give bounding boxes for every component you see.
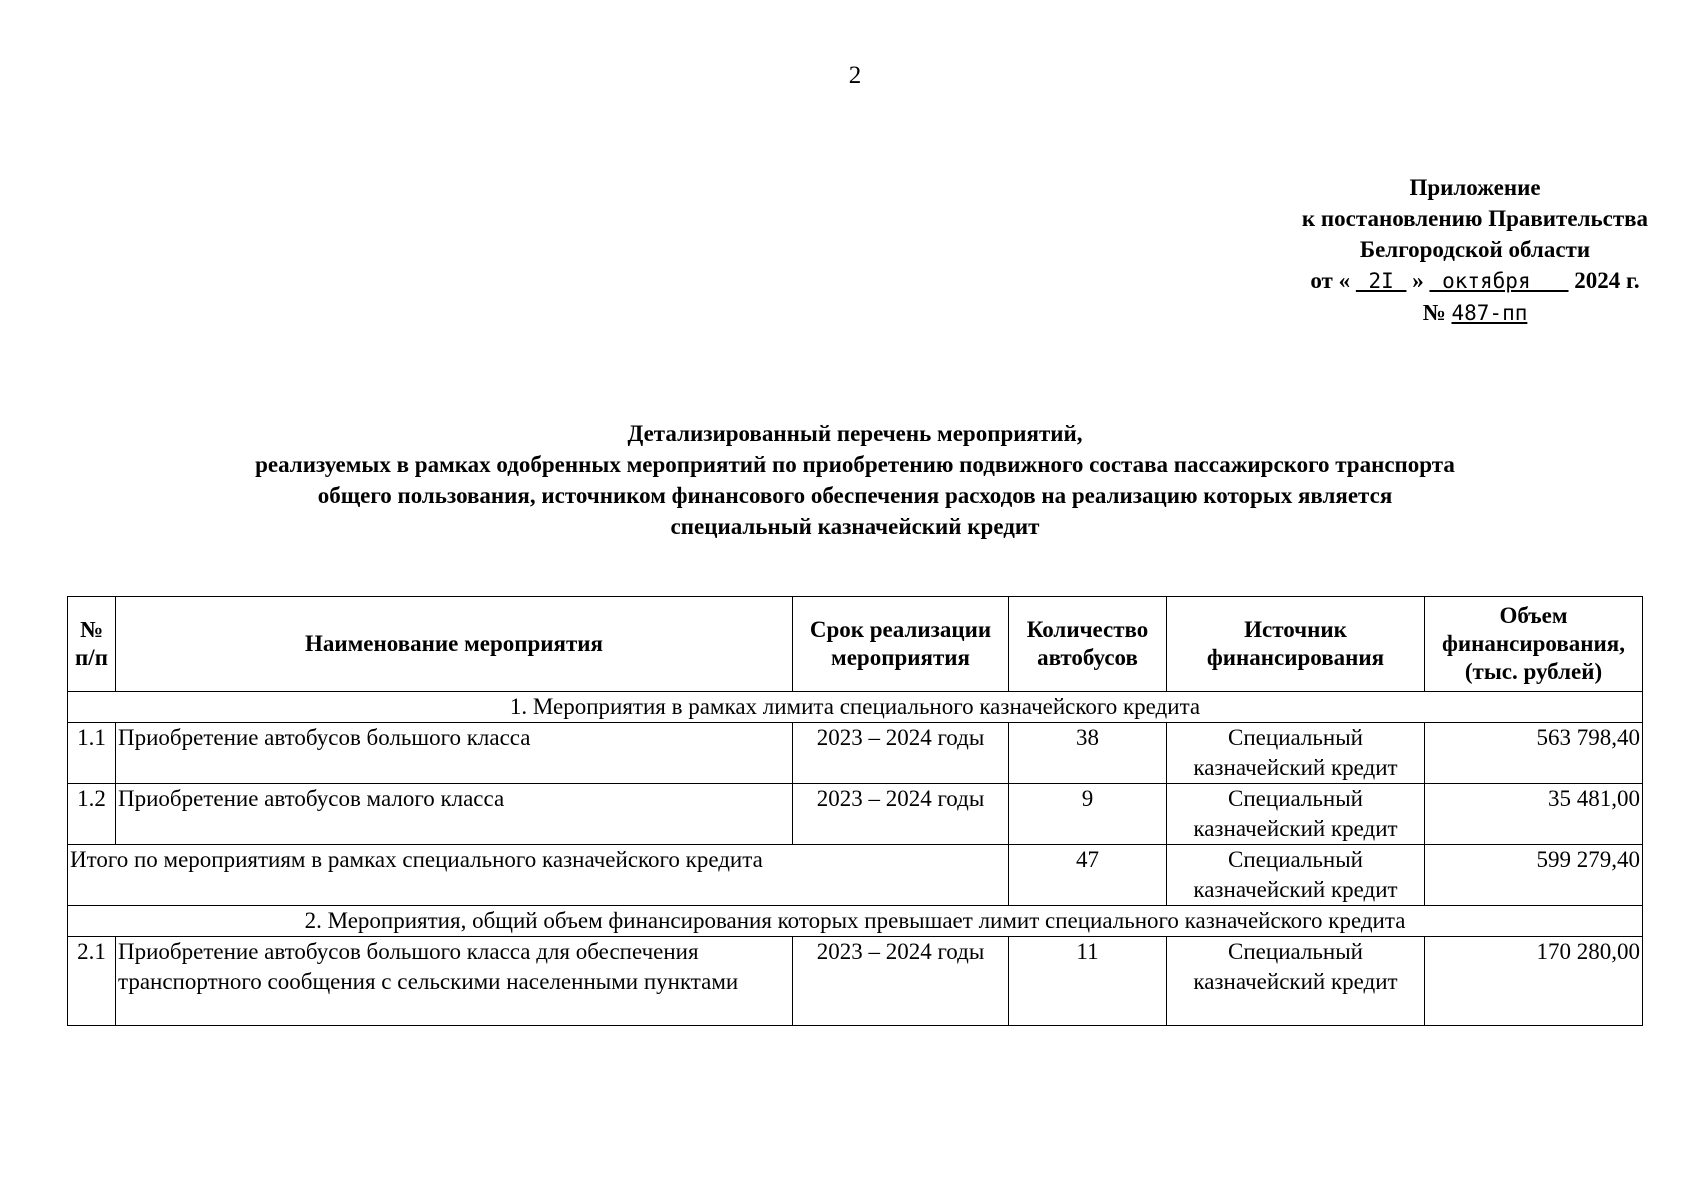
section-2-title: 2. Мероприятия, общий объем финансирования которых превышает лимит специального казначейского кредита <box>68 906 1643 937</box>
cell-source: Специальный казначейский кредит <box>1167 723 1425 784</box>
appendix-date <box>1230 265 1695 297</box>
title-line-1: Детализированный перечень мероприятий, <box>627 421 1083 446</box>
number-value: 487-пп <box>1451 301 1528 325</box>
cell-name: Приобретение автобусов большого класса для обеспечения транспортного сообщения с сельскими населенными пунктами <box>116 937 793 1026</box>
total-row <box>68 845 1643 906</box>
cell-num: 2.1 <box>68 937 116 1026</box>
date-year: 2024 г. <box>1574 268 1640 293</box>
document-title <box>0 418 1695 542</box>
header-num: № п/п <box>68 597 116 692</box>
total-source: Специальный казначейский кредит <box>1167 845 1425 906</box>
section-row <box>68 692 1643 723</box>
title-line-4: специальный казначейский кредит <box>670 514 1040 539</box>
cell-name: Приобретение автобусов большого класса <box>116 723 793 784</box>
title-line-2: реализуемых в рамках одобренных мероприятий по приобретению подвижного состава пассажирского транспорта <box>255 452 1455 477</box>
cell-source: Специальный казначейский кредит <box>1167 937 1425 1026</box>
header-source: Источник финансирования <box>1167 597 1425 692</box>
cell-term: 2023 – 2024 годы <box>793 784 1009 845</box>
table-header-row <box>68 597 1643 692</box>
table-row <box>68 784 1643 845</box>
appendix-block <box>1230 172 1695 329</box>
cell-term: 2023 – 2024 годы <box>793 723 1009 784</box>
cell-count: 38 <box>1009 723 1167 784</box>
cell-volume: 170 280,00 <box>1425 937 1643 1026</box>
date-prefix: от « <box>1310 268 1351 293</box>
cell-name: Приобретение автобусов малого класса <box>116 784 793 845</box>
date-month: октября <box>1429 269 1569 293</box>
title-line-3: общего пользования, источником финансового обеспечения расходов на реализацию которых является <box>317 483 1393 508</box>
appendix-line-3: Белгородской области <box>1359 237 1591 262</box>
total-volume: 599 279,40 <box>1425 845 1643 906</box>
cell-count: 9 <box>1009 784 1167 845</box>
page-number: 2 <box>848 62 862 89</box>
cell-volume: 35 481,00 <box>1425 784 1643 845</box>
number-prefix: № <box>1422 300 1446 325</box>
header-term: Срок реализации мероприятия <box>793 597 1009 692</box>
header-count: Количество автобусов <box>1009 597 1167 692</box>
cell-count: 11 <box>1009 937 1167 1026</box>
header-volume: Объем финансирования, (тыс. рублей) <box>1425 597 1643 692</box>
header-name: Наименование мероприятия <box>116 597 793 692</box>
cell-source: Специальный казначейский кредит <box>1167 784 1425 845</box>
appendix-line-1: Приложение <box>1409 175 1541 200</box>
section-1-title: 1. Мероприятия в рамках лимита специального казначейского кредита <box>68 692 1643 723</box>
date-day: 2I <box>1355 269 1407 293</box>
section-row <box>68 906 1643 937</box>
table-row <box>68 723 1643 784</box>
total-count: 47 <box>1009 845 1167 906</box>
total-label: Итого по мероприятиям в рамках специального казначейского кредита <box>68 845 1009 906</box>
date-mid: » <box>1412 268 1424 293</box>
cell-num: 1.2 <box>68 784 116 845</box>
table-row <box>68 937 1643 1026</box>
cell-term: 2023 – 2024 годы <box>793 937 1009 1026</box>
cell-volume: 563 798,40 <box>1425 723 1643 784</box>
activities-table <box>67 596 1643 1026</box>
appendix-line-2: к постановлению Правительства <box>1301 206 1649 231</box>
cell-num: 1.1 <box>68 723 116 784</box>
appendix-number <box>1230 297 1695 329</box>
